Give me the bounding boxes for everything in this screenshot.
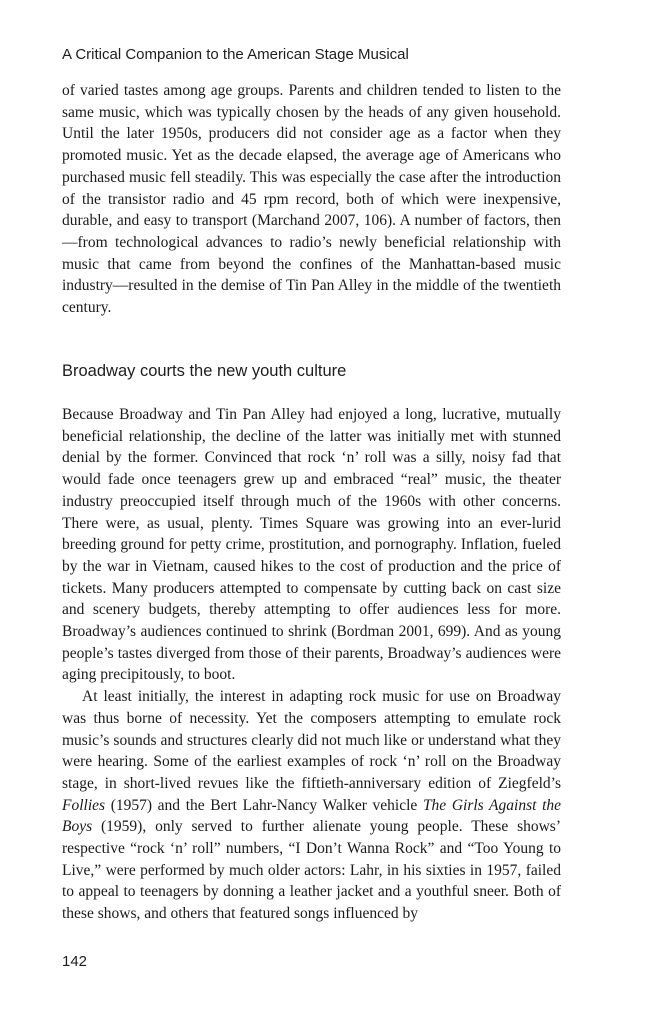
section-heading: Broadway courts the new youth culture (62, 362, 347, 380)
paragraph-text: (1959), only served to further alienate young people. These shows’ respective “rock ‘n’ roll” numbers, “I Don’t Wanna Rock” and “Too Young to Live,” were performed by much older actors: Lahr, in his sixties in 1957, failed to appeal to teenagers by donning a leather jacket and a youthful sneer. Both of these shows, and others that featured songs influenced by (62, 818, 561, 923)
body-text-top (62, 80, 561, 319)
paragraph-rock-adaptation (62, 686, 561, 925)
paragraph-text: At least initially, the interest in adapting rock music for use on Broadway was thus borne of necessity. Yet the composers attempting to emulate rock music’s sounds and structures clearly did not much like or understand what they were hearing. Some of the earliest examples of rock ‘n’ roll on the Broadway stage, in short-lived revues like the fiftieth-anniversary edition of Ziegfeld’s (62, 688, 561, 792)
paragraph-text: (1957) and the Bert Lahr-Nancy Walker vehicle (105, 796, 423, 814)
paragraph-continuation: of varied tastes among age groups. Parents and children tended to listen to the same music, which was typically chosen by the heads of any given household. Until the later 1950s, producers did not consider age as a factor when they promoted music. Yet as the decade elapsed, the average age of Americans who purchased music fell steadily. This was especially the case after the introduction of the transistor radio and 45 rpm record, both of which were inexpensive, durable, and easy to transport (Marchand 2007, 106). A number of factors, then—from technological advances to radio’s newly beneficial relationship with music that came from beyond the confines of the Manhattan-based music industry—resulted in the demise of Tin Pan Alley in the middle of the twentieth century. (62, 82, 561, 317)
page-number: 142 (62, 953, 88, 970)
body-text-section (62, 404, 561, 925)
show-title-follies: Follies (62, 796, 106, 814)
show-title-girls-against-boys: The Girls Against the Boys (62, 796, 562, 836)
running-head: A Critical Companion to the American Stage Musical (62, 46, 409, 63)
paragraph-broadway-decline: Because Broadway and Tin Pan Alley had enjoyed a long, lucrative, mutually beneficial relationship, the decline of the latter was initially met with stunned denial by the former. Convinced that rock ‘n’ roll was a silly, noisy fad that would fade once teenagers grew up and embraced “real” music, the theater industry preoccupied itself through much of the 1960s with other concerns. There were, as usual, plenty. Times Square was growing into an ever-lurid breeding ground for petty crime, prostitution, and pornography. Inflation, fueled by the war in Vietnam, caused hikes to the cost of production and the price of tickets. Many producers attempted to compensate by cutting back on cast size and scenery budgets, thereby attempting to offer audiences less for more. Broadway’s audiences continued to shrink (Bordman 2001, 699). And as young people’s tastes diverged from those of their parents, Broadway’s audiences were aging precipitously, to boot. (62, 406, 561, 684)
